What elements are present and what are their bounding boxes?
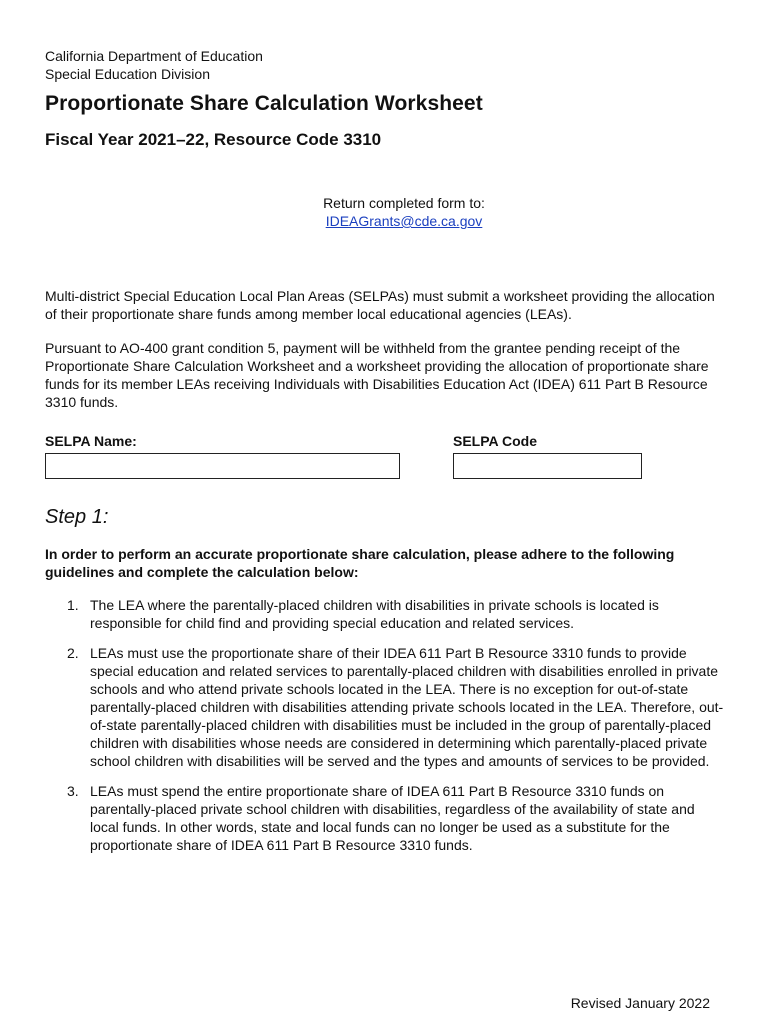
return-instructions — [0, 194, 770, 230]
step-1-heading: Step 1: — [45, 506, 109, 528]
organization-header — [45, 47, 263, 83]
selpa-code-field[interactable] — [453, 453, 642, 479]
page-title: Proportionate Share Calculation Worksheet — [45, 92, 483, 115]
list-item-number: 2. — [67, 645, 79, 661]
intro-paragraph-2: Pursuant to AO-400 grant condition 5, payment will be withheld from the grantee pending receipt of the Proportionate Share Calculation Worksheet and a worksheet providing the allocation of proportionate share funds for its member LEAs receiving Individuals with Disabilities Education Act (IDEA) 611 Part B Resource 3310 funds. — [45, 340, 709, 410]
revision-date: Revised January 2022 — [570, 995, 710, 1011]
list-item-text: LEAs must spend the entire proportionate share of IDEA 611 Part B Resource 3310 funds on parentally-placed private school children with disabilities, regardless of the availability of state and local funds. In other words, state and local funds can no longer be used as a substitute for the proportionate share of IDEA 611 Part B Resource 3310 funds. — [90, 783, 695, 853]
page-subtitle: Fiscal Year 2021–22, Resource Code 3310 — [45, 130, 382, 149]
return-label: Return completed form to: — [323, 195, 485, 211]
list-item — [45, 596, 725, 632]
selpa-name-label: SELPA Name: — [45, 433, 137, 449]
selpa-code-label: SELPA Code — [453, 433, 538, 449]
list-item-number: 1. — [67, 597, 79, 613]
guidelines-list — [45, 596, 725, 866]
selpa-name-field[interactable] — [45, 453, 400, 479]
guidelines-text: In order to perform an accurate proportionate share calculation, please adhere to the following guidelines and complete the calculation below: — [45, 546, 675, 580]
email-link[interactable]: IDEAGrants@cde.ca.gov — [325, 213, 483, 229]
list-item-text: The LEA where the parentally-placed children with disabilities in private schools is located is responsible for child find and providing special education and related services. — [90, 597, 659, 631]
list-item — [45, 782, 725, 854]
org-line-2: Special Education Division — [45, 66, 210, 82]
org-line-1: California Department of Education — [45, 48, 263, 64]
intro-paragraph-1: Multi-district Special Education Local Plan Areas (SELPAs) must submit a worksheet providing the allocation of their proportionate share funds among member local educational agencies (LEAs). — [45, 288, 715, 322]
list-item-number: 3. — [67, 783, 79, 799]
list-item-text: LEAs must use the proportionate share of their IDEA 611 Part B Resource 3310 funds to provide special education and related services to parentally-placed children with disabilities enrolled in private schools and who attend private schools located in the LEA. There is no exception for out-of-state parentally-placed children with disabilities attending private schools located in the LEA. Therefore, out-of-state parentally-placed children with disabilities must be included in the group of parentally-placed children with disabilities whose needs are considered in determining which parentally-placed private school children with disabilities will be served and the types and amounts of services to be provided. — [90, 645, 724, 769]
list-item — [45, 644, 725, 770]
